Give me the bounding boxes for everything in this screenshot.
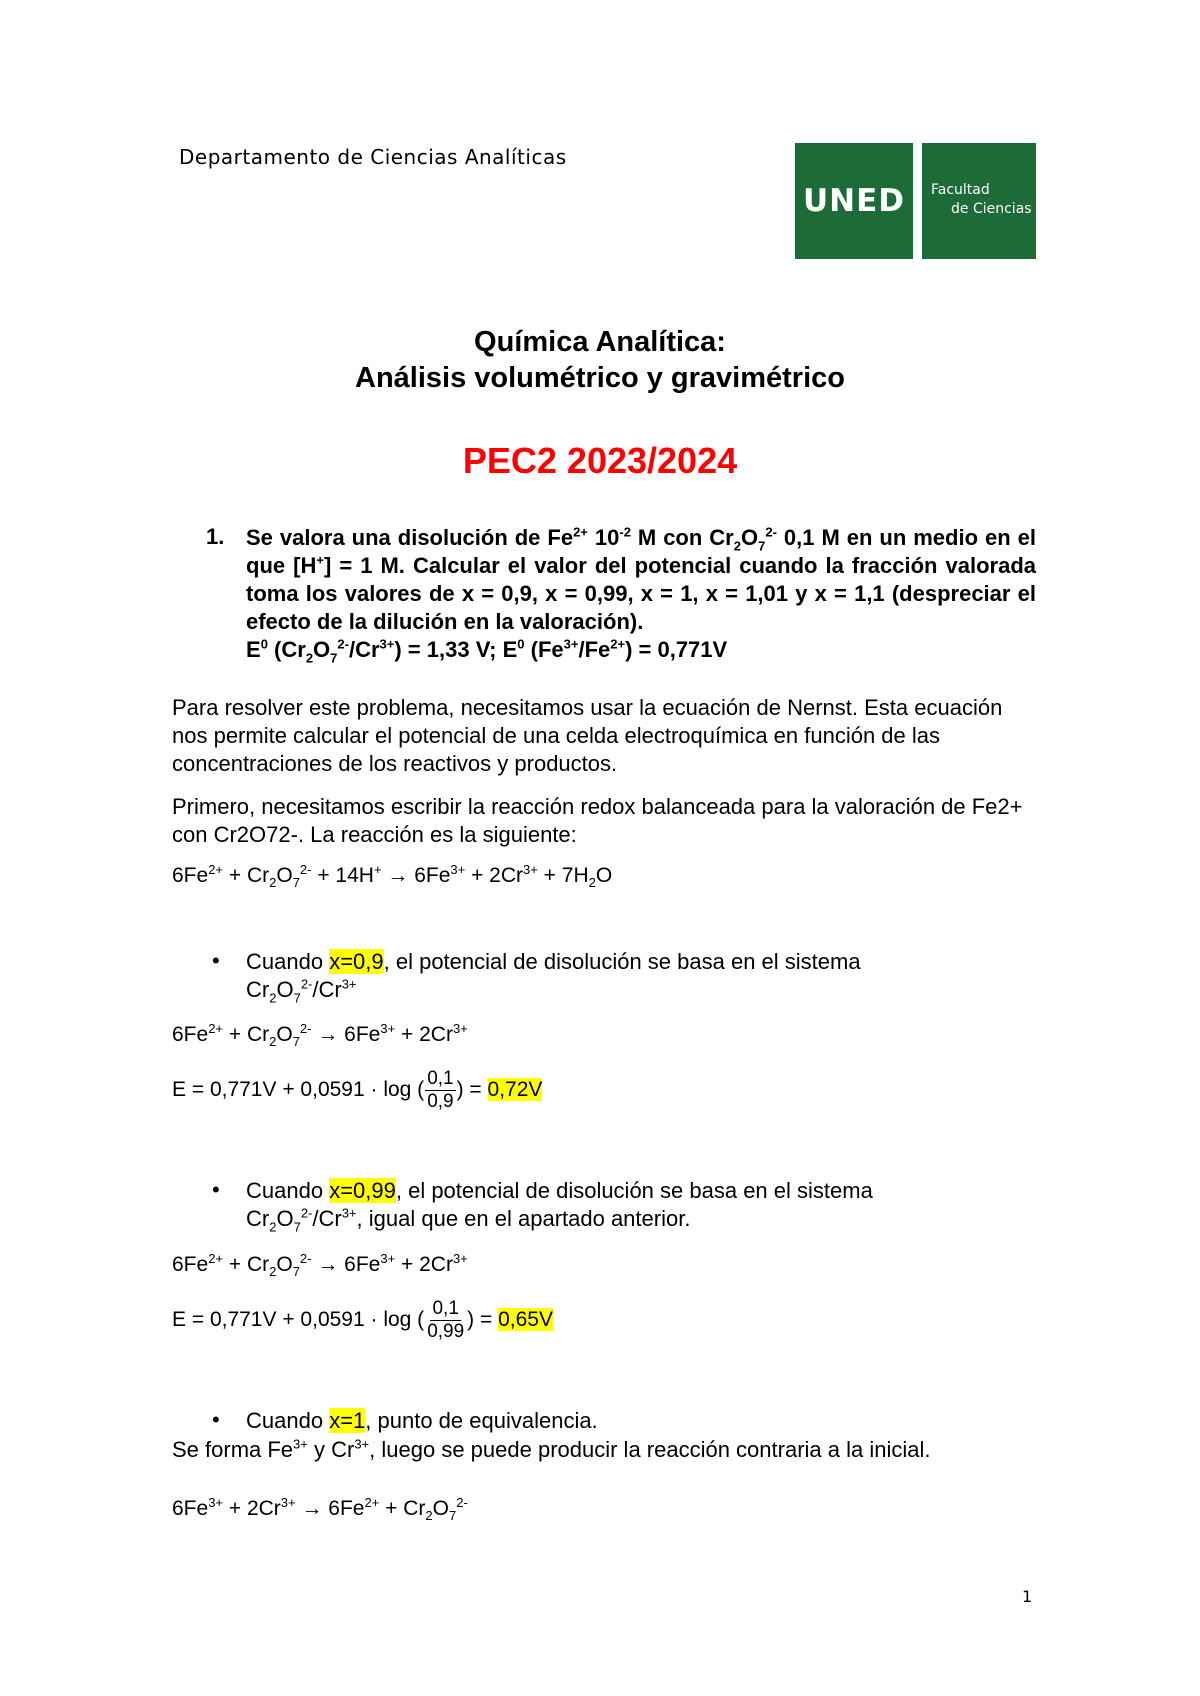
department-header: Departamento de Ciencias Analíticas: [179, 145, 567, 169]
title-line2: Análisis volumétrico y gravimétrico: [355, 362, 845, 394]
calc-case1: E = 0,771V + 0,0591 · log ( $\frac{0,1}{0,9}$ ) = 0,72V: [172, 1068, 543, 1112]
uned-logo: UNED: [795, 143, 913, 259]
question-number: 1.: [206, 524, 225, 549]
paragraph-nernst: Para resolver este problema, necesitamos usar la ecuación de Nernst. Esta ecuación nos permite calcular el potencial de una celda electroquímica en función de las concentraciones de los reactivos y productos.: [172, 695, 1003, 776]
case-x1: Cuando x=1, punto de equivalencia.: [246, 1408, 598, 1433]
calc-case2: E = 0,771V + 0,0591 · log ( $\frac{0,1}{0,99}$ ) = 0,65V: [172, 1298, 553, 1342]
page-number: 1: [1022, 1587, 1033, 1606]
title-line1: Química Analítica:: [474, 326, 726, 358]
bullet-icon: •: [212, 1407, 220, 1432]
question-text: Se valora una disolución de $Fe^{2+}$ $10^{-2}$ M con $Cr_2O_7^{2-}$ 0,1 M en un medio en el que [H+] = 1 M. Calcular el valor del potencial cuando la fracción valorada toma los valores de x = 0,9, x = 0,99, x = 1, x = 1,01 y x = 1,1 (despreciar el efecto de la dilución en la valoración). $E^0$ $(Cr_2O_7^{2-}/Cr^{3+}) = 1,33$ V; $E^0$ $(Fe^{3+}/Fe^{2+}) = 0,771V$: [246, 524, 1037, 666]
equation-case1: $6Fe^{2+} + Cr_2O_7^{2-} \to 6Fe^{3+} + 2Cr^{3+}$: [172, 1021, 468, 1050]
bullet-icon: •: [212, 948, 220, 973]
bullet-icon: •: [212, 1177, 220, 1202]
reaction-equation: $6Fe^{2+} + Cr_2O_7^{2-} + 14H^+ \to 6Fe^{3+} + 2Cr^{3+} + 7H_2O$: [172, 862, 613, 891]
equation-case2: $6Fe^{2+} + Cr_2O_7^{2-} \to 6Fe^{3+} + 2Cr^{3+}$: [172, 1251, 468, 1280]
faculty-logo-line1: Facultad: [931, 182, 990, 198]
case-x1-detail: Se forma $Fe^{3+}$ y $Cr^{3+}$, luego se puede producir la reacción contraria a la inicial.: [172, 1436, 931, 1462]
case-x099: Cuando x=0,99, el potencial de disolución se basa en el sistema $Cr_2O_7^{2-}/Cr^{3+}$, igual que en el apartado anterior.: [246, 1178, 873, 1235]
faculty-logo-line2: de Ciencias: [951, 201, 1032, 217]
equation-case3: $6Fe^{3+} + 2Cr^{3+} \to 6Fe^{2+} + Cr_2O_7^{2-}$: [172, 1495, 468, 1524]
case-x09: Cuando x=0,9, el potencial de disolución se basa en el sistema $Cr_2O_7^{2-}/Cr^{3+}$: [246, 949, 861, 1006]
paragraph-reaction: Primero, necesitamos escribir la reacción redox balanceada para la valoración de Fe2+ con Cr2O72-. La reacción es la siguiente:: [172, 794, 1023, 847]
faculty-logo: [922, 143, 1036, 259]
pec-title: PEC2 2023/2024: [462, 440, 738, 481]
